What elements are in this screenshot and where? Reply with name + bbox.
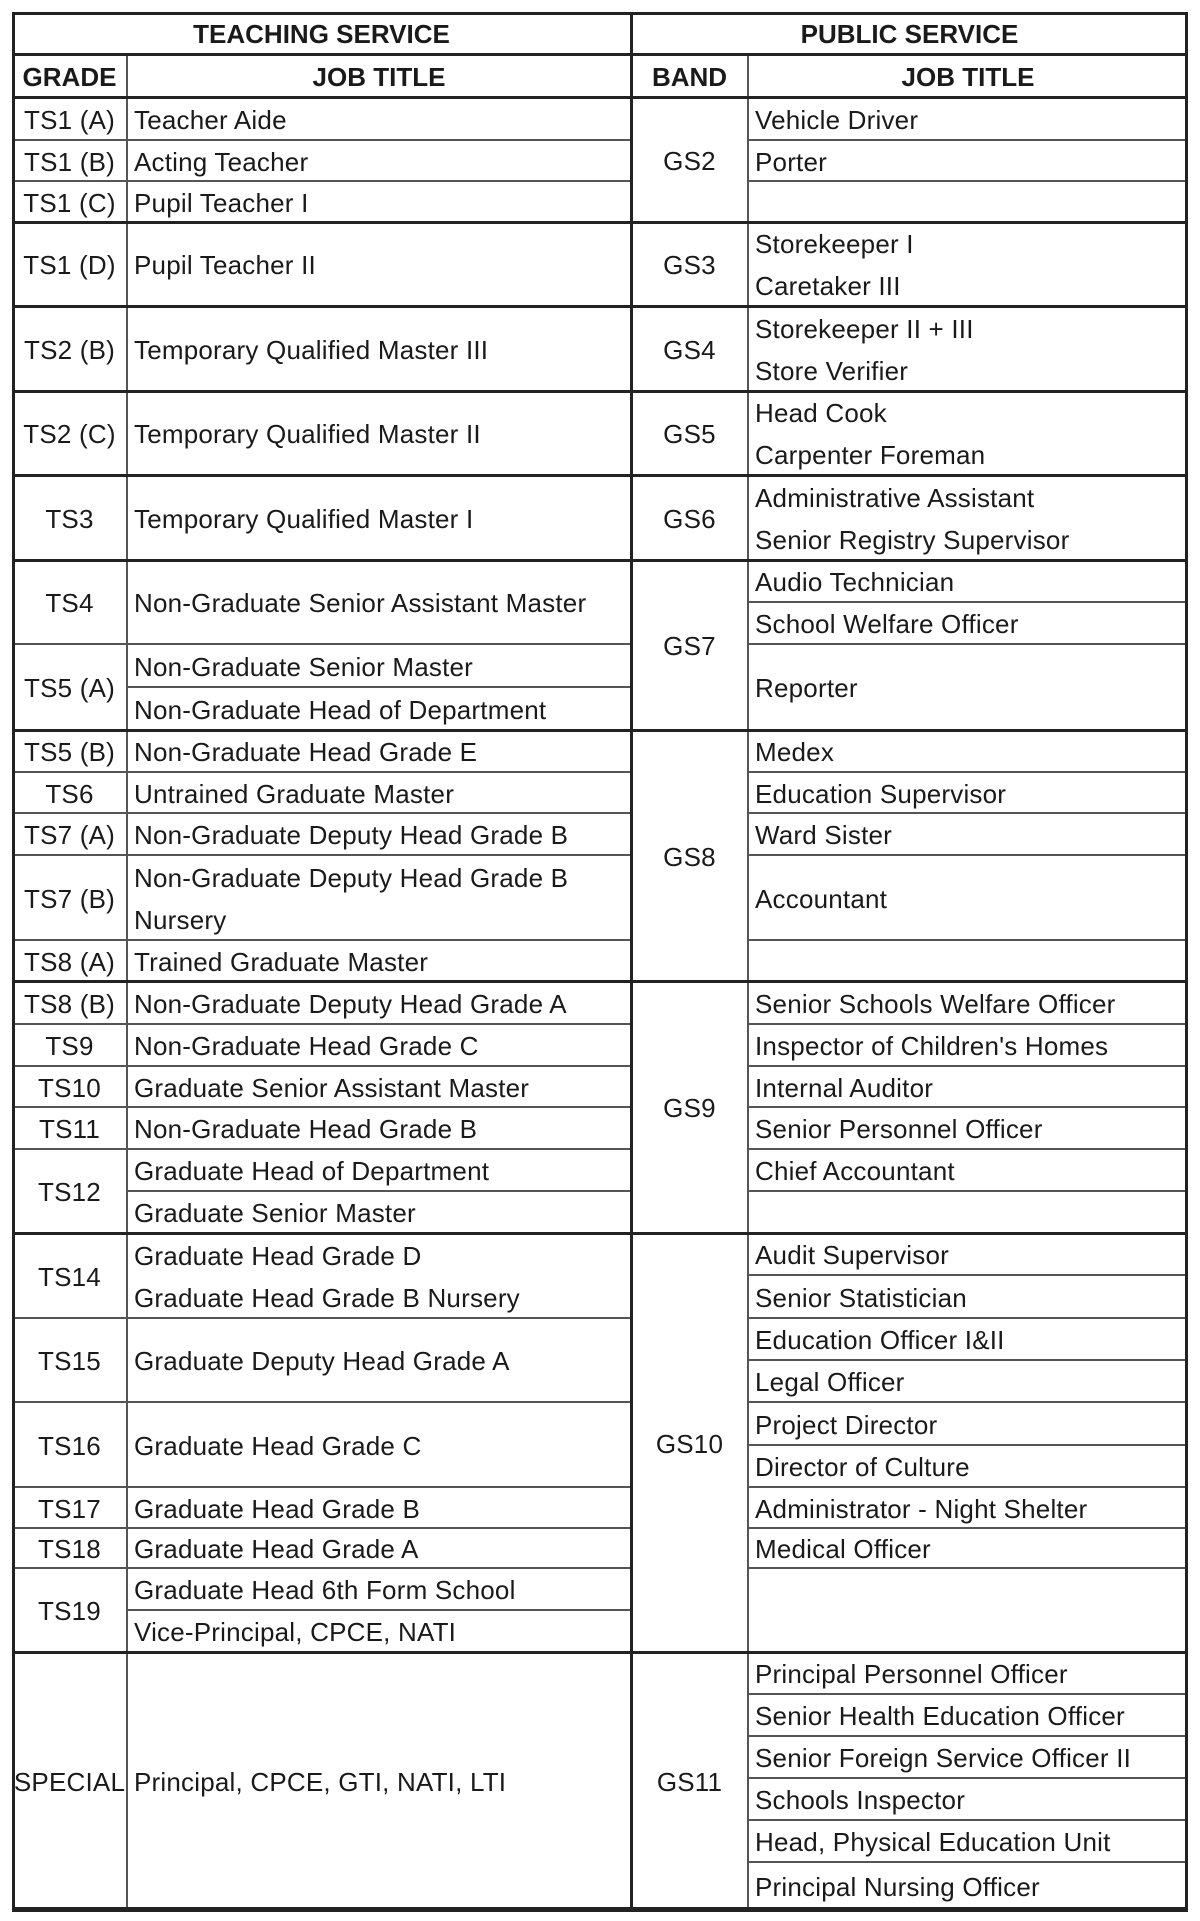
grade-header-label: GRADE — [22, 61, 117, 92]
public-job-title: Senior Statistician — [755, 1282, 967, 1313]
grade-cell — [12, 391, 127, 475]
grade-cell — [12, 1568, 127, 1652]
section-divider — [12, 474, 1188, 477]
public-job-title: Porter — [755, 146, 828, 177]
public-job-title-cell — [748, 644, 1188, 730]
band-value: GS9 — [663, 1093, 716, 1123]
teaching-job-title-cell — [127, 1318, 631, 1402]
public-job-title-cell — [748, 1528, 1188, 1568]
teaching-job-title: Graduate Head Grade B — [134, 1493, 421, 1524]
public-job-title-cell — [748, 1652, 1188, 1694]
public-job-title-cell — [748, 1233, 1188, 1275]
teaching-job-title: Acting Teacher — [134, 146, 309, 177]
public-job-title: Caretaker III — [755, 271, 901, 301]
section-divider — [12, 1909, 1188, 1912]
grade-cell — [12, 1149, 127, 1233]
teaching-job-title: Non-Graduate Head Grade E — [134, 737, 478, 767]
public-job-title: Head, Physical Education Unit — [755, 1827, 1111, 1857]
section-divider — [12, 390, 1188, 393]
public-job-title-cell — [748, 1191, 1188, 1233]
public-job-title-cell — [748, 1066, 1188, 1107]
teaching-job-title-cell — [127, 940, 631, 981]
public-job-title-cell — [748, 222, 1188, 306]
grade-cell — [12, 730, 127, 772]
band-header — [631, 54, 748, 97]
public-job-title-cell — [748, 1568, 1188, 1652]
public-job-title: Internal Auditor — [755, 1072, 934, 1103]
teaching-job-title: Trained Graduate Master — [134, 946, 429, 977]
grade-value: TS5 (A) — [24, 673, 115, 703]
band-value: GS5 — [663, 419, 716, 449]
public-job-title: Principal Personnel Officer — [755, 1659, 1068, 1689]
grade-value: TS3 — [45, 503, 94, 534]
public-job-title: Senior Registry Supervisor — [755, 525, 1070, 555]
section-divider — [12, 1232, 1188, 1235]
band-value: GS6 — [663, 503, 716, 534]
teaching-job-title-cell — [127, 1191, 631, 1233]
grade-cell — [12, 97, 127, 140]
teaching-job-title-cell — [127, 981, 631, 1024]
public-job-title-cell — [748, 1862, 1188, 1910]
teaching-job-title-cell — [127, 855, 631, 940]
public-job-title: Senior Foreign Service Officer II — [755, 1743, 1132, 1773]
band-value: GS8 — [663, 841, 716, 872]
public-job-title: Principal Nursing Officer — [755, 1872, 1040, 1902]
grade-value: SPECIAL — [13, 1767, 126, 1797]
teaching-job-title: Graduate Deputy Head Grade A — [134, 1346, 510, 1376]
grade-value: TS17 — [38, 1493, 101, 1524]
section-divider — [12, 1651, 1188, 1654]
public-job-title: Audio Technician — [755, 567, 955, 597]
public-job-title: Head Cook — [755, 398, 887, 428]
public-job-title-cell — [748, 1778, 1188, 1820]
public-job-title: Senior Schools Welfare Officer — [755, 988, 1116, 1019]
public-job-title-cell — [748, 1820, 1188, 1862]
grade-cell — [12, 813, 127, 855]
teaching-job-title-cell — [127, 97, 631, 140]
public-service-header — [631, 12, 1188, 54]
public-job-title-cell — [748, 602, 1188, 644]
public-job-title-cell — [748, 306, 1188, 391]
teaching-job-title-cell — [127, 644, 631, 687]
teaching-job-title: Graduate Head of Department — [134, 1156, 490, 1186]
grade-cell — [12, 644, 127, 730]
public-job-title: Project Director — [755, 1409, 938, 1440]
grade-value: TS2 (B) — [24, 334, 115, 365]
public-job-title: Director of Culture — [755, 1452, 970, 1482]
grade-cell — [12, 855, 127, 940]
teaching-job-title: Graduate Head Grade D — [134, 1240, 422, 1271]
public-job-title-cell — [748, 391, 1188, 475]
band-header-label: BAND — [651, 61, 728, 92]
public-job-title-cell — [748, 1487, 1188, 1528]
section-divider — [12, 221, 1188, 224]
grade-value: TS9 — [45, 1031, 94, 1061]
teaching-job-title-cell — [127, 181, 631, 222]
public-service-label: PUBLIC SERVICE — [800, 19, 1019, 49]
teaching-job-title-cell — [127, 1233, 631, 1318]
teaching-job-title: Temporary Qualified Master II — [134, 419, 481, 449]
teaching-job-title: Graduate Senior Assistant Master — [134, 1072, 530, 1103]
teaching-job-title-cell — [127, 1487, 631, 1528]
public-job-title: Medex — [755, 737, 835, 767]
public-job-title-cell — [748, 181, 1188, 222]
teaching-job-title: Untrained Graduate Master — [134, 778, 455, 809]
teaching-job-title-header — [127, 54, 631, 97]
teaching-job-title: Non-Graduate Head Grade C — [134, 1031, 479, 1061]
teaching-job-title: Temporary Qualified Master I — [134, 503, 474, 534]
public-job-title: Store Verifier — [755, 356, 909, 386]
teaching-job-title: Graduate Head Grade A — [134, 1534, 419, 1564]
grade-value: TS18 — [38, 1534, 101, 1564]
grade-value: TS8 (B) — [24, 988, 115, 1019]
section-divider — [12, 53, 1188, 56]
public-job-title: Accountant — [755, 883, 888, 914]
band-cell — [631, 391, 748, 475]
grade-cell — [12, 1402, 127, 1487]
grade-cell — [12, 140, 127, 181]
public-job-title: Administrator - Night Shelter — [755, 1493, 1088, 1524]
teaching-job-title: Non-Graduate Head of Department — [134, 694, 547, 725]
grade-value: TS1 (B) — [24, 146, 115, 177]
grade-value: TS1 (C) — [23, 187, 116, 218]
public-job-title-cell — [748, 1318, 1188, 1360]
public-job-title-cell — [748, 140, 1188, 181]
band-value: GS2 — [663, 145, 716, 176]
band-cell — [631, 1233, 748, 1652]
public-job-title: Education Supervisor — [755, 778, 1007, 809]
public-job-title: Education Officer I&II — [755, 1325, 1005, 1355]
band-value: GS11 — [656, 1767, 723, 1797]
section-divider — [12, 980, 1188, 983]
teaching-service-header — [12, 12, 631, 54]
public-job-title: Inspector of Children's Homes — [755, 1031, 1109, 1061]
band-value: GS7 — [663, 631, 716, 661]
public-job-title-cell — [748, 1024, 1188, 1066]
teaching-job-title-cell — [127, 1652, 631, 1910]
public-job-title: Legal Officer — [755, 1367, 905, 1397]
grade-cell — [12, 560, 127, 644]
band-value: GS4 — [663, 334, 716, 365]
grade-value: TS2 (C) — [23, 419, 116, 449]
grade-cell — [12, 222, 127, 306]
public-job-title-cell — [748, 1694, 1188, 1736]
band-cell — [631, 475, 748, 560]
public-job-title: Audit Supervisor — [755, 1240, 949, 1270]
teaching-job-title: Pupil Teacher I — [134, 187, 309, 218]
band-value: GS3 — [663, 250, 716, 280]
teaching-job-title-cell — [127, 1107, 631, 1149]
grade-cell — [12, 475, 127, 560]
public-job-title: Administrative Assistant — [755, 482, 1035, 513]
public-job-title: Storekeeper I — [755, 229, 914, 259]
public-job-title-cell — [748, 1149, 1188, 1191]
public-job-title-cell — [748, 981, 1188, 1024]
public-job-title-cell — [748, 1402, 1188, 1445]
teaching-job-title-header-label: JOB TITLE — [312, 61, 446, 92]
teaching-job-title: Graduate Head Grade C — [134, 1430, 422, 1461]
public-job-title-cell — [748, 730, 1188, 772]
teaching-job-title-cell — [127, 687, 631, 730]
grade-cell — [12, 940, 127, 981]
teaching-job-title-cell — [127, 813, 631, 855]
grade-value: TS7 (A) — [24, 820, 115, 850]
teaching-job-title: Temporary Qualified Master III — [134, 334, 489, 365]
grade-value: TS16 — [38, 1430, 101, 1461]
teaching-job-title: Principal, CPCE, GTI, NATI, LTI — [134, 1767, 507, 1797]
grade-cell — [12, 1487, 127, 1528]
teaching-job-title: Non-Graduate Senior Master — [134, 651, 474, 682]
grade-cell — [12, 981, 127, 1024]
public-job-title-cell — [748, 772, 1188, 813]
grade-value: TS6 — [45, 778, 94, 809]
public-job-title: School Welfare Officer — [755, 609, 1019, 639]
grade-cell — [12, 1528, 127, 1568]
teaching-job-title: Graduate Head 6th Form School — [134, 1575, 516, 1605]
public-job-title-cell — [748, 1736, 1188, 1778]
teaching-job-title-cell — [127, 560, 631, 644]
grade-cell — [12, 772, 127, 813]
band-cell — [631, 981, 748, 1233]
grade-value: TS8 (A) — [24, 946, 115, 977]
teaching-job-title-cell — [127, 475, 631, 560]
teaching-job-title-cell — [127, 772, 631, 813]
public-job-title-cell — [748, 1107, 1188, 1149]
public-job-title: Chief Accountant — [755, 1156, 955, 1186]
public-job-title-cell — [748, 940, 1188, 981]
grade-value: TS19 — [38, 1596, 101, 1626]
grade-cell — [12, 306, 127, 391]
teaching-job-title: Non-Graduate Deputy Head Grade A — [134, 988, 567, 1019]
band-cell — [631, 560, 748, 730]
grade-value: TS12 — [38, 1177, 101, 1207]
band-value: GS10 — [655, 1428, 724, 1459]
grade-value: TS7 (B) — [24, 883, 115, 914]
teaching-job-title-cell — [127, 306, 631, 391]
grade-cell — [12, 181, 127, 222]
teaching-job-title: Non-Graduate Deputy Head Grade B — [134, 862, 569, 893]
public-job-title-cell — [748, 1445, 1188, 1487]
teaching-job-title-cell — [127, 1528, 631, 1568]
teaching-job-title-cell — [127, 1568, 631, 1610]
public-job-title: Senior Personnel Officer — [755, 1114, 1043, 1144]
teaching-service-label: TEACHING SERVICE — [193, 19, 450, 49]
teaching-job-title: Non-Graduate Head Grade B — [134, 1114, 478, 1144]
teaching-job-title-cell — [127, 1024, 631, 1066]
grade-cell — [12, 1233, 127, 1318]
teaching-job-title: Pupil Teacher II — [134, 250, 316, 280]
public-job-title: Senior Health Education Officer — [755, 1701, 1125, 1731]
teaching-job-title-cell — [127, 391, 631, 475]
public-job-title-cell — [748, 1360, 1188, 1402]
public-job-title: Ward Sister — [755, 820, 893, 850]
grade-value: TS11 — [38, 1114, 100, 1144]
public-job-title-cell — [748, 97, 1188, 140]
public-job-title: Schools Inspector — [755, 1785, 966, 1815]
teaching-job-title-cell — [127, 140, 631, 181]
teaching-job-title: Graduate Head Grade B Nursery — [134, 1282, 520, 1313]
public-job-title-cell — [748, 560, 1188, 602]
teaching-job-title-cell — [127, 1066, 631, 1107]
grade-value: TS14 — [38, 1261, 101, 1292]
public-job-title-cell — [748, 855, 1188, 940]
service-divider — [630, 12, 633, 1910]
teaching-job-title: Non-Graduate Senior Assistant Master — [134, 588, 587, 618]
grade-value: TS15 — [38, 1346, 101, 1376]
grade-cell — [12, 1107, 127, 1149]
public-job-title-header — [748, 54, 1188, 97]
grade-value: TS1 (A) — [24, 104, 115, 135]
grade-header — [12, 54, 127, 97]
grade-value: TS1 (D) — [23, 250, 116, 280]
grade-value: TS5 (B) — [24, 737, 115, 767]
teaching-job-title: Teacher Aide — [134, 104, 287, 135]
teaching-job-title-cell — [127, 1149, 631, 1191]
band-cell — [631, 730, 748, 981]
public-job-title: Vehicle Driver — [755, 104, 919, 135]
band-cell — [631, 222, 748, 306]
band-cell — [631, 97, 748, 222]
teaching-job-title-cell — [127, 730, 631, 772]
public-job-title: Reporter — [755, 673, 858, 703]
public-job-title-cell — [748, 1275, 1188, 1318]
public-job-title-cell — [748, 813, 1188, 855]
grade-cell — [12, 1066, 127, 1107]
public-job-title-header-label: JOB TITLE — [901, 61, 1035, 92]
grade-value: TS10 — [38, 1072, 101, 1103]
band-cell — [631, 306, 748, 391]
section-divider — [12, 729, 1188, 732]
section-divider — [12, 559, 1188, 562]
teaching-job-title: Non-Graduate Deputy Head Grade B — [134, 820, 569, 850]
public-job-title-cell — [748, 475, 1188, 560]
teaching-job-title-cell — [127, 1402, 631, 1487]
section-divider — [12, 96, 1188, 99]
teaching-job-title: Nursery — [134, 904, 227, 935]
teaching-job-title-cell — [127, 222, 631, 306]
public-job-title: Storekeeper II + III — [755, 313, 974, 344]
public-job-title: Carpenter Foreman — [755, 440, 986, 470]
public-job-title: Medical Officer — [755, 1534, 931, 1564]
section-divider — [12, 305, 1188, 308]
grade-value: TS4 — [45, 588, 94, 618]
teaching-job-title-cell — [127, 1610, 631, 1652]
grade-cell — [12, 1318, 127, 1402]
band-cell — [631, 1652, 748, 1910]
grade-cell — [12, 1024, 127, 1066]
teaching-job-title: Graduate Senior Master — [134, 1198, 416, 1228]
teaching-job-title: Vice-Principal, CPCE, NATI — [134, 1617, 457, 1647]
grade-cell — [12, 1652, 127, 1910]
